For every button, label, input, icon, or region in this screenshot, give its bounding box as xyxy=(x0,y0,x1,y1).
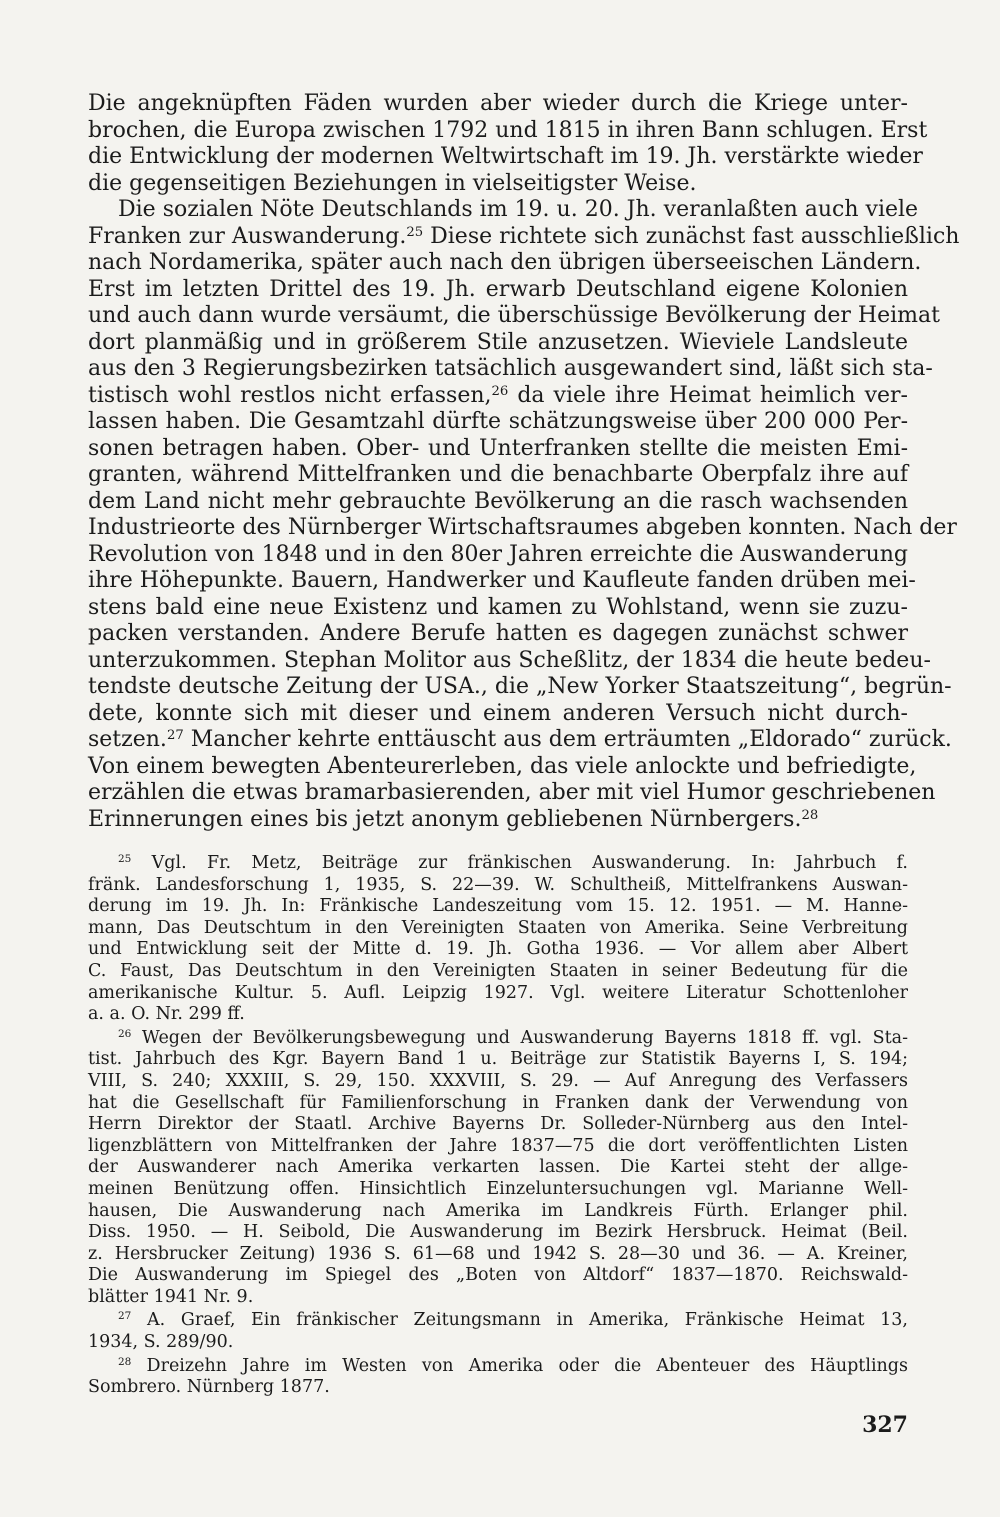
body-line: erzählen die etwas bramarbasierenden, aber mit viel Humor geschriebenen xyxy=(88,780,936,805)
body-text-segment: setzen. xyxy=(88,727,167,752)
footnote xyxy=(88,1310,908,1353)
footnote-line: meinen Benützung offen. Hinsichtlich Einzeluntersuchungen vgl. Marianne Well- xyxy=(88,1178,908,1199)
body-line: brochen, die Europa zwischen 1792 und 1815 in ihren Bann schlugen. Erst xyxy=(88,117,928,143)
body-line: stens bald eine neue Existenz und kamen zu Wohlstand, wenn sie zuzu- xyxy=(88,594,908,620)
body-line: Industrieorte des Nürnberger Wirtschaftsraumes abgeben konnten. Nach der xyxy=(88,515,957,540)
body-line: ihre Höhepunkte. Bauern, Handwerker und Kaufleute fanden drüben mei- xyxy=(88,568,916,593)
footnote-line: fränk. Landesforschung 1, 1935, S. 22—39. W. Schultheiß, Mittelfrankens Auswan- xyxy=(88,874,908,895)
body-line: sonen betragen haben. Ober- und Unterfranken stellte die meisten Emi- xyxy=(88,435,908,461)
footnote-text: A. Graef, Ein fränkischer Zeitungsmann in Amerika, Fränkische Heimat 13, xyxy=(147,1310,908,1331)
body-text-segment: tistisch wohl restlos nicht erfassen, xyxy=(88,382,492,408)
footnote-number: 27 xyxy=(118,1310,132,1323)
footnote-reference: 25 xyxy=(406,224,424,240)
footnote-line: VIII, S. 240; XXXIII, S. 29, 150. XXXVIII, S. 29. — Auf Anregung des Verfassers xyxy=(88,1070,908,1091)
footnote-line: Sombrero. Nürnberg 1877. xyxy=(88,1377,330,1398)
footnote-reference: 26 xyxy=(491,383,509,399)
footnote-number: 25 xyxy=(118,853,132,866)
body-text-segment: da viele ihre Heimat heimlich ver- xyxy=(508,382,908,408)
body-text-segment: Diese richtete sich zunächst fast ausschließlich xyxy=(423,223,960,249)
body-line: Erst im letzten Drittel des 19. Jh. erwarb Deutschland eigene Kolonien xyxy=(88,276,908,302)
body-line: und auch dann wurde versäumt, die überschüssige Bevölkerung der Heimat xyxy=(88,303,940,328)
footnote-line: und Entwicklung seit der Mitte d. 19. Jh. Gotha 1936. — Vor allem aber Albert xyxy=(88,939,908,960)
footnote-line: amerikanische Kultur. 5. Aufl. Leipzig 1927. Vgl. weitere Literatur Schottenloher xyxy=(88,982,908,1003)
footnote-line: mann, Das Deutschtum in den Vereinigten Staaten von Amerika. Seine Verbreitung xyxy=(88,917,908,938)
footnote-line: hat die Gesellschaft für Familienforschung in Franken dank der Verwendung von xyxy=(88,1092,908,1113)
footnote-line: a. a. O. Nr. 299 ff. xyxy=(88,1004,245,1025)
body-line: Von einem bewegten Abenteurerleben, das viele anlockte und befriedigte, xyxy=(88,753,917,779)
footnote-line: ligenzblättern von Mittelfranken der Jahre 1837—75 die dort veröffentlichten Listen xyxy=(88,1135,908,1156)
body-line: die gegenseitigen Beziehungen in vielseitigster Weise. xyxy=(88,170,697,196)
body-line: die Entwicklung der modernen Weltwirtschaft im 19. Jh. verstärkte wieder xyxy=(88,144,923,169)
footnote-line: blätter 1941 Nr. 9. xyxy=(88,1286,254,1307)
footnote-line: tist. Jahrbuch des Kgr. Bayern Band 1 u. Beiträge zur Statistik Bayerns I, S. 194; xyxy=(88,1049,908,1070)
footnote-line xyxy=(88,1310,908,1332)
main-text xyxy=(88,91,960,833)
body-line: dort planmäßig und in größerem Stile anzusetzen. Wieviele Landsleute xyxy=(88,329,908,355)
footnote-line: hausen, Die Auswanderung nach Amerika im Landkreis Fürth. Erlanger phil. xyxy=(88,1200,908,1221)
body-line: packen verstanden. Andere Berufe hatten es dagegen zunächst schwer xyxy=(88,621,908,646)
body-line: Die angeknüpften Fäden wurden aber wieder durch die Kriege unter- xyxy=(88,91,908,116)
footnote-line xyxy=(88,1356,908,1378)
body-line: aus den 3 Regierungsbezirken tatsächlich ausgewandert sind, läßt sich sta- xyxy=(88,356,933,381)
footnote-text: Wegen der Bevölkerungsbewegung und Auswanderung Bayerns 1818 ff. vgl. Sta- xyxy=(141,1027,908,1048)
footnote xyxy=(88,1356,908,1399)
footnote-text: Vgl. Fr. Metz, Beiträge zur fränkischen Auswanderung. In: Jahrbuch f. xyxy=(151,853,908,873)
body-line xyxy=(88,727,952,754)
body-text-segment: Franken zur Auswanderung. xyxy=(88,223,407,249)
body-line xyxy=(88,807,908,834)
body-line: dem Land nicht mehr gebrauchte Bevölkerung an die rasch wachsenden xyxy=(88,488,908,514)
footnote-line: 1934, S. 289/90. xyxy=(88,1332,234,1353)
footnote-line: z. Hersbrucker Zeitung) 1936 S. 61—68 und 1942 S. 28—30 und 36. — A. Kreiner, xyxy=(88,1243,908,1264)
footnote xyxy=(88,853,908,1026)
footnotes xyxy=(88,853,908,1399)
body-line: unterzukommen. Stephan Molitor aus Scheßlitz, der 1834 die heute bedeu- xyxy=(88,647,931,673)
footnote-line xyxy=(88,853,908,875)
page-number: 327 xyxy=(862,1412,908,1438)
footnote-reference: 28 xyxy=(801,807,819,823)
body-line xyxy=(88,383,908,410)
footnote-line: Herrn Direktor der Staatl. Archive Bayerns Dr. Solleder-Nürnberg aus den Intel- xyxy=(88,1114,908,1135)
footnote-line: Diss. 1950. — H. Seibold, Die Auswanderung im Bezirk Hersbruck. Heimat (Beil. xyxy=(88,1222,908,1243)
footnote-line: C. Faust, Das Deutschtum in den Vereinigten Staaten in seiner Bedeutung für die xyxy=(88,960,908,981)
footnote-line: Die Auswanderung im Spiegel des „Boten von Altdorf“ 1837—1870. Reichswald- xyxy=(88,1265,908,1286)
footnote-reference: 27 xyxy=(166,727,184,743)
body-line: lassen haben. Die Gesamtzahl dürfte schätzungsweise über 200 000 Per- xyxy=(88,409,908,434)
footnote xyxy=(88,1028,908,1309)
footnote-text: Dreizehn Jahre im Westen von Amerika oder die Abenteuer des Häuptlings xyxy=(146,1355,908,1376)
footnote-line xyxy=(88,1028,908,1050)
body-line: Revolution von 1848 und in den 80er Jahren erreichte die Auswanderung xyxy=(88,541,908,567)
body-text-segment: Erinnerungen eines bis jetzt anonym gebliebenen Nürnbergers. xyxy=(88,806,802,832)
body-line xyxy=(88,223,960,251)
body-line: tendste deutsche Zeitung der USA., die „New Yorker Staatszeitung“, begrün- xyxy=(88,674,952,699)
body-line: Die sozialen Nöte Deutschlands im 19. u. 20. Jh. veranlaßten auch viele xyxy=(118,197,919,222)
body-text-segment: Mancher kehrte enttäuscht aus dem erträumten „Eldorado“ zurück. xyxy=(183,727,952,752)
body-line: nach Nordamerika, später auch nach den übrigen überseeischen Ländern. xyxy=(88,250,922,275)
footnote-number: 26 xyxy=(118,1027,132,1040)
footnote-line: der Auswanderer nach Amerika verkarten lassen. Die Kartei steht der allge- xyxy=(88,1157,908,1178)
footnote-number: 28 xyxy=(118,1355,132,1368)
body-line: granten, während Mittelfranken und die benachbarte Oberpfalz ihre auf xyxy=(88,462,908,487)
body-line: dete, konnte sich mit dieser und einem anderen Versuch nicht durch- xyxy=(88,700,908,726)
footnote-line: derung im 19. Jh. In: Fränkische Landeszeitung vom 15. 12. 1951. — M. Hanne- xyxy=(88,896,908,917)
